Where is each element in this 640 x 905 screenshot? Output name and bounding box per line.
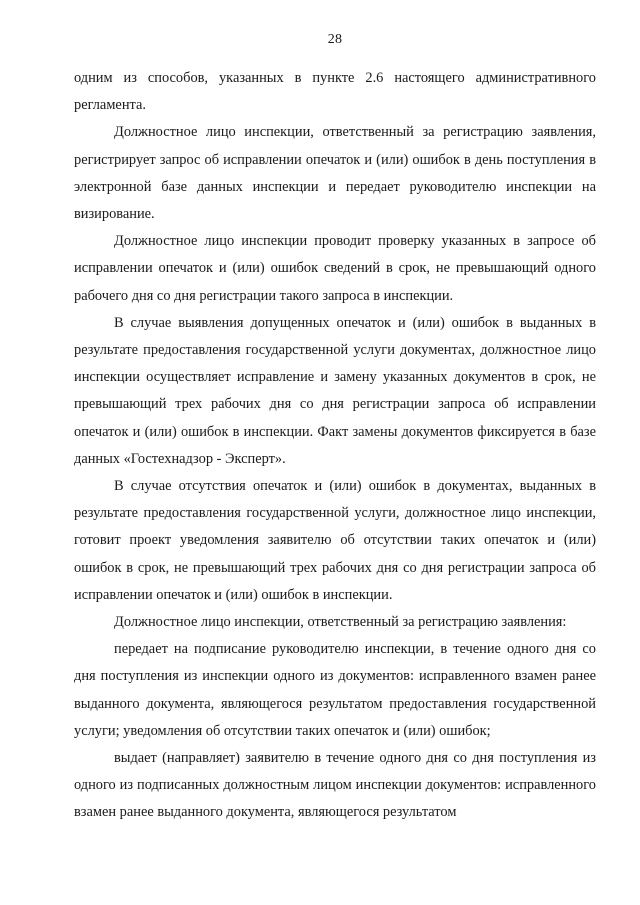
- paragraph-continuation: одним из способов, указанных в пункте 2.6 настоящего административного регламента.: [74, 70, 596, 114]
- paragraph-official-duties-intro: Должностное лицо инспекции, ответственный за регистрацию заявления:: [114, 614, 567, 631]
- paragraph-errors-found: В случае выявления допущенных опечаток и (или) ошибок в выданных в результате предоставления государственной услуги документах, должностное лицо инспекции осуществляет исправление и замену указанных документов в срок, не превышающий трех рабочих дня со дня регистрации запроса об исправлении опечаток и (или) ошибок в инспекции. Факт замены документов фиксируется в базе данных «Гостехнадзор - Эксперт».: [74, 314, 596, 467]
- paragraph-registration: Должностное лицо инспекции, ответственный за регистрацию заявления, регистрирует запрос об исправлении опечаток и (или) ошибок в день поступления в электронной базе данных инспекции и передает руководителю инспекции на визирование.: [74, 124, 596, 223]
- paragraph-errors-absent: В случае отсутствия опечаток и (или) ошибок в документах, выданных в результате предоставления государственной услуги, должностное лицо инспекции, готовит проект уведомления заявителю об отсутствии таких опечаток и (или) ошибок в срок, не превышающий трех рабочих дня со дня регистрации запроса об исправлении опечаток и (или) ошибок в инспекции.: [74, 478, 596, 603]
- paragraph-issues-to-applicant: выдает (направляет) заявителю в течение одного дня со дня поступления из одного из подписанных должностным лицом инспекции документов: исправленного взамен ранее выданного документа, являющегося результатом: [74, 750, 596, 821]
- paragraph-verification: Должностное лицо инспекции проводит проверку указанных в запросе об исправлении опечаток и (или) ошибок сведений в срок, не превышающий одного рабочего дня со дня регистрации такого запроса в инспекции.: [74, 233, 596, 304]
- page-number: 28: [327, 32, 343, 47]
- paragraph-submits-for-signature: передает на подписание руководителю инспекции, в течение одного дня со дня поступления из инспекции одного из документов: исправленного взамен ранее выданного документа, являющегося результатом предоставления государственной услуги; уведомления об отсутствии таких опечаток и (или) ошибок;: [74, 641, 596, 739]
